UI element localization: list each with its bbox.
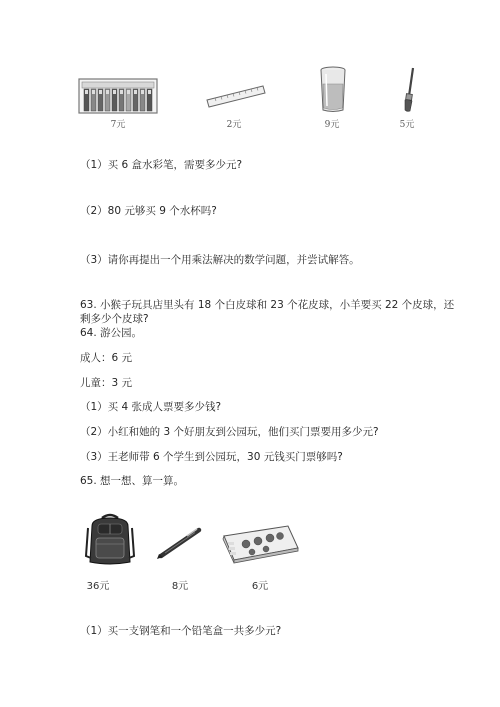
question-64-1: （1）买 4 张成人票要多少钱? bbox=[80, 401, 222, 413]
item-price-label: 7元 bbox=[110, 120, 126, 130]
pen-icon bbox=[155, 526, 205, 560]
item-price-label: 9元 bbox=[324, 120, 340, 130]
ruler-icon bbox=[205, 80, 267, 110]
watercolor-pen-box-icon bbox=[78, 78, 158, 114]
problem-63-line-1: 63. 小猴子玩具店里头有 18 个白皮球和 23 个花皮球，小羊要买 22 个皮球，还 bbox=[80, 299, 455, 311]
problem-65-title: 65. 想一想、算一算。 bbox=[80, 475, 185, 487]
question-64-3: （3）王老师带 6 个学生到公园玩，30 元钱买门票够吗? bbox=[80, 451, 343, 463]
question-1-3: （3）请你再提出一个用乘法解决的数学问题，并尝试解答。 bbox=[80, 254, 360, 266]
adult-ticket-price: 成人：6 元 bbox=[80, 352, 133, 364]
question-1-2: （2）80 元够买 9 个水杯吗? bbox=[80, 205, 217, 217]
question-1-1: （1）买 6 盒水彩笔，需要多少元? bbox=[80, 159, 243, 171]
child-ticket-price: 儿童：3 元 bbox=[80, 377, 133, 389]
item-price-label: 5元 bbox=[399, 120, 415, 130]
water-cup-icon bbox=[318, 66, 348, 114]
question-64-2: （2）小红和她的 3 个好朋友到公园玩，他们买门票要用多少元? bbox=[80, 426, 379, 438]
pencil-case-icon bbox=[218, 522, 302, 564]
item-price-label: 6元 bbox=[251, 581, 269, 592]
problem-64-title: 64. 游公园。 bbox=[80, 327, 143, 339]
backpack-icon bbox=[84, 512, 136, 566]
item-price-label: 8元 bbox=[171, 581, 189, 592]
item-price-label: 36元 bbox=[86, 581, 110, 592]
paintbrush-icon bbox=[398, 66, 420, 114]
item-price-label: 2元 bbox=[226, 120, 242, 130]
question-65-1: （1）买一支钢笔和一个铅笔盒一共多少元? bbox=[80, 625, 282, 637]
problem-63-line-2: 剩多少个皮球? bbox=[80, 313, 149, 325]
